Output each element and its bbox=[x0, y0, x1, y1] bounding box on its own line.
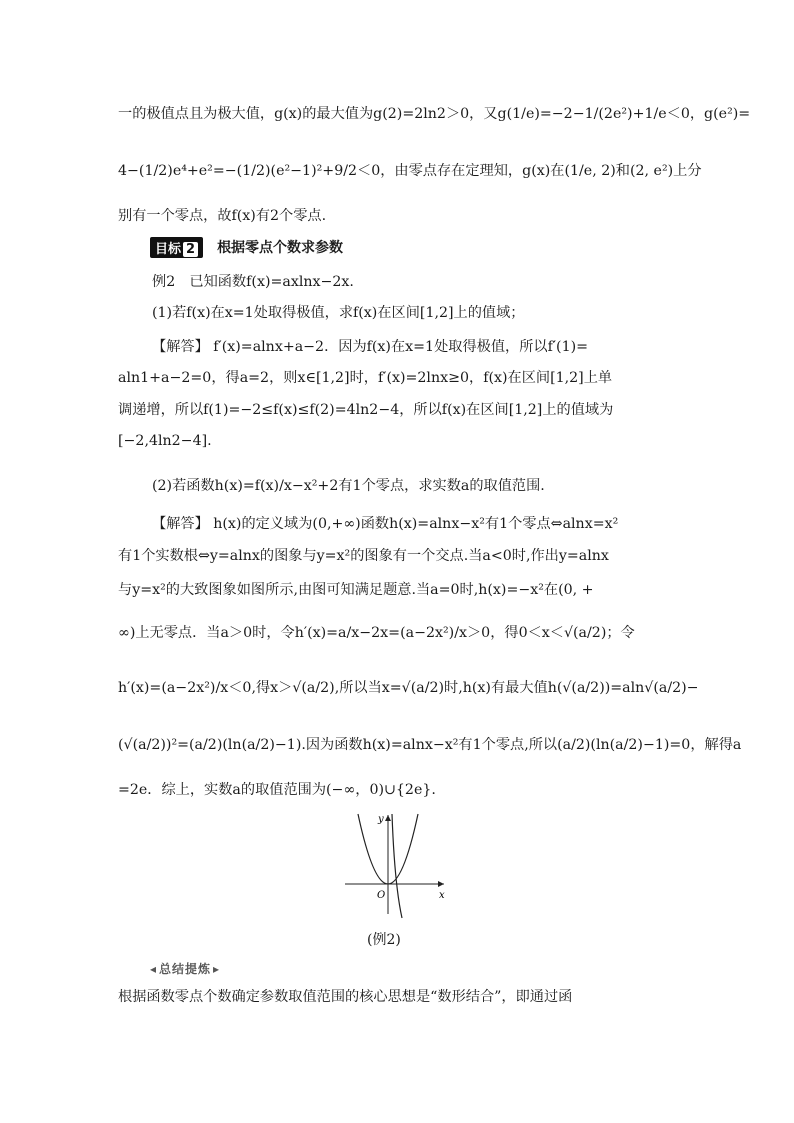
x-axis-arrow bbox=[438, 881, 444, 887]
y-axis-arrow bbox=[385, 815, 391, 821]
summary-tag: ◂ 总结提炼 ▸ bbox=[150, 960, 220, 977]
answer-2-line: 与y=x²的大致图象如图所示,由图可知满足题意.当a=0时,h(x)=−x²在(0, + bbox=[118, 582, 594, 598]
goal-badge: 目标 2 bbox=[150, 237, 203, 258]
log-curve bbox=[392, 814, 402, 918]
answer-2-line: 【解答】 h(x)的定义域为(0,+∞)函数h(x)=alnx−x²有1个零点⇔alnx=x² bbox=[152, 516, 619, 532]
answer-2-line: =2e．综上，实数a的取值范围为(−∞，0)∪{2e}. bbox=[118, 782, 436, 798]
x-axis-label: x bbox=[439, 890, 445, 901]
section-title: 根据零点个数求参数 bbox=[217, 240, 344, 256]
example-intro: 例2 已知函数f(x)=axlnx−2x. bbox=[152, 274, 354, 290]
question-2: (2)若函数h(x)=f(x)/x−x²+2有1个零点，求实数a的取值范围. bbox=[152, 478, 545, 494]
continuation-line-2: 4−(1/2)e⁴+e²=−(1/2)(e²−1)²+9/2＜0，由零点存在定理知，g(x)在(1/e, 2)和(2, e²)上分 bbox=[118, 163, 702, 179]
example-2-figure bbox=[340, 810, 450, 920]
origin-label: O bbox=[377, 890, 386, 901]
y-axis-label: y bbox=[378, 814, 384, 825]
answer-1-line: [−2,4ln2−4]. bbox=[118, 433, 212, 449]
summary-text: 根据函数零点个数确定参数取值范围的核心思想是“数形结合”，即通过函 bbox=[118, 989, 573, 1005]
figure-caption: (例2) bbox=[367, 932, 401, 948]
continuation-line-1: 一的极值点且为极大值，g(x)的最大值为g(2)=2ln2＞0，又g(1/e)=−2−1/(2e²)+1/e＜0，g(e²)= bbox=[118, 106, 751, 122]
answer-2-line: ∞)上无零点．当a＞0时，令h′(x)=a/x−2x=(a−2x²)/x＞0，得0＜x＜√(a/2)；令 bbox=[118, 625, 635, 641]
answer-1-line: 【解答】 f′(x)=alnx+a−2．因为f(x)在x=1处取得极值，所以f′(1)= bbox=[152, 339, 589, 355]
question-1: (1)若f(x)在x=1处取得极值，求f(x)在区间[1,2]上的值域； bbox=[152, 305, 525, 321]
answer-2-line: 有1个实数根⇔y=alnx的图象与y=x²的图象有一个交点.当a<0时,作出y=alnx bbox=[118, 548, 609, 564]
answer-1-line: aln1+a−2=0，得a=2，则x∈[1,2]时，f′(x)=2lnx≥0，f(x)在区间[1,2]上单 bbox=[118, 370, 613, 386]
answer-2-line: h′(x)=(a−2x²)/x＜0,得x＞√(a/2),所以当x=√(a/2)时,h(x)有最大值h(√(a/2))=aln√(a/2)− bbox=[118, 680, 699, 696]
section-heading bbox=[150, 236, 343, 258]
answer-2-line: (√(a/2))²=(a/2)(ln(a/2)−1).因为函数h(x)=alnx−x²有1个零点,所以(a/2)(ln(a/2)−1)=0，解得a bbox=[118, 737, 742, 753]
answer-1-line: 调递增，所以f(1)=−2≤f(x)≤f(2)=4ln2−4，所以f(x)在区间[1,2]上的值域为 bbox=[118, 402, 614, 418]
continuation-line-3: 别有一个零点，故f(x)有2个零点. bbox=[118, 208, 327, 224]
